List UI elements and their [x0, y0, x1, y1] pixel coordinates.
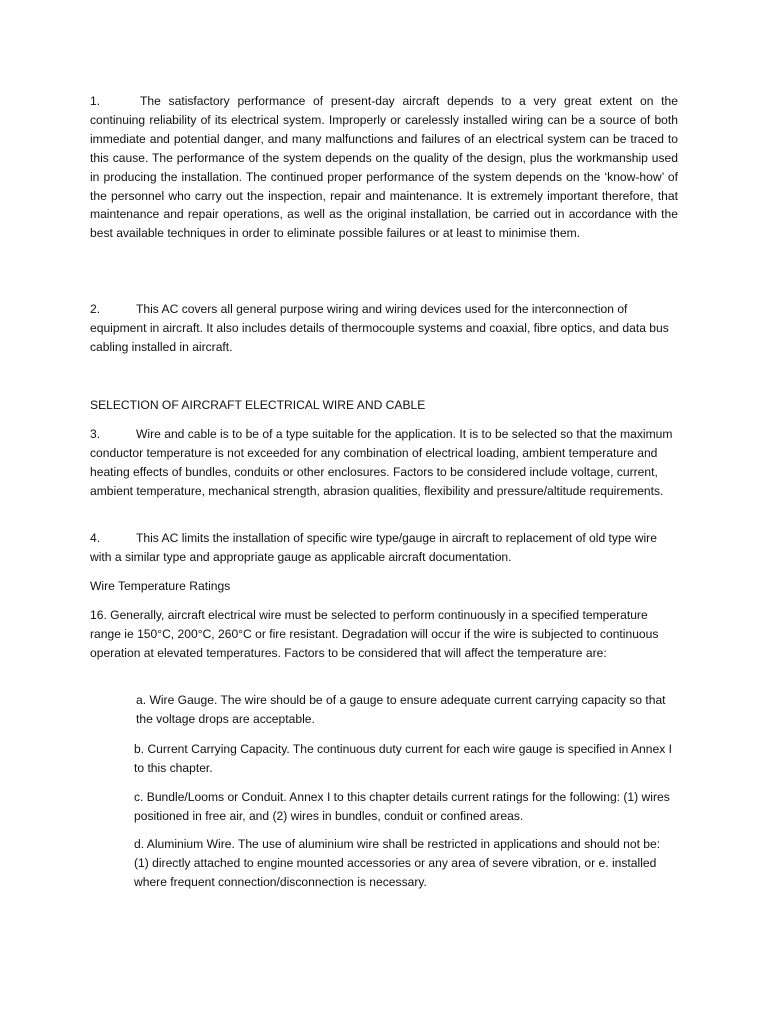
- paragraph-text: Wire and cable is to be of a type suitable for the application. It is to be selected so that the maximum conductor temperature is not exceeded for any combination of electrical loading, ambient temperature and heating effects of bundles, conduits or other enclosures. Factors to be considered include voltage, current, ambient temperature, mechanical strength, abrasion qualities, flexibility and pressure/altitude requirements.: [90, 427, 673, 498]
- paragraph-number: 2.: [90, 302, 101, 316]
- list-item-b: b. Current Carrying Capacity. The continuous duty current for each wire gauge is specified in Annex I to this chapter.: [134, 742, 673, 775]
- paragraph-3: [90, 425, 678, 501]
- paragraph-1: [90, 92, 678, 243]
- paragraph-text: This AC limits the installation of specific wire type/gauge in aircraft to replacement of old type wire with a similar type and appropriate gauge as applicable aircraft documentation.: [90, 531, 657, 564]
- document-page: [90, 0, 678, 1024]
- paragraph-number: 3.: [90, 427, 101, 441]
- paragraph-number: 4.: [90, 531, 101, 545]
- list-item-a: a. Wire Gauge. The wire should be of a gauge to ensure adequate current carrying capacity so that the voltage drops are acceptable.: [136, 693, 666, 726]
- list-item-d: d. Aluminium Wire. The use of aluminium wire shall be restricted in applications and should not be: (1) directly attached to engine mounted accessories or any area of severe vibration, or e. installed where frequent connection/disconnection is necessary.: [134, 837, 661, 889]
- paragraph-2: [90, 300, 678, 357]
- paragraph-text: This AC covers all general purpose wiring and wiring devices used for the interconnection of equipment in aircraft. It also includes details of thermocouple systems and coaxial, fibre optics, and data bus cabling installed in aircraft.: [90, 302, 669, 354]
- paragraph-4: [90, 529, 678, 567]
- paragraph-16: 16. Generally, aircraft electrical wire must be selected to perform continuously in a specified temperature range ie 150°C, 200°C, 260°C or fire resistant. Degradation will occur if the wire is subjected to continuous operation at elevated temperatures. Factors to be considered that will affect the temperature are:: [90, 608, 659, 660]
- section-heading: SELECTION OF AIRCRAFT ELECTRICAL WIRE AND CABLE: [90, 398, 426, 412]
- paragraph-number: 1.: [90, 94, 101, 108]
- paragraph-text: The satisfactory performance of present-day aircraft depends to a very great extent on the continuing reliability of its electrical system. Improperly or carelessly installed wiring can be a source of both immediate and potential danger, and many malfunctions and failures of an electrical system can be traced to this cause. The performance of the system depends on the quality of the design, plus the workmanship used in producing the installation. The continued proper performance of the system depends on the ‘know-how’ of the personnel who carry out the inspection, repair and maintenance. It is extremely important therefore, that maintenance and repair operations, as well as the original installation, be carried out in accordance with the best available techniques in order to eliminate possible failures or at least to minimise them.: [90, 94, 678, 241]
- list-item-c: c. Bundle/Looms or Conduit. Annex I to this chapter details current ratings for the following: (1) wires positioned in free air, and (2) wires in bundles, conduit or confined areas.: [134, 790, 670, 823]
- subsection-heading: Wire Temperature Ratings: [90, 579, 231, 593]
